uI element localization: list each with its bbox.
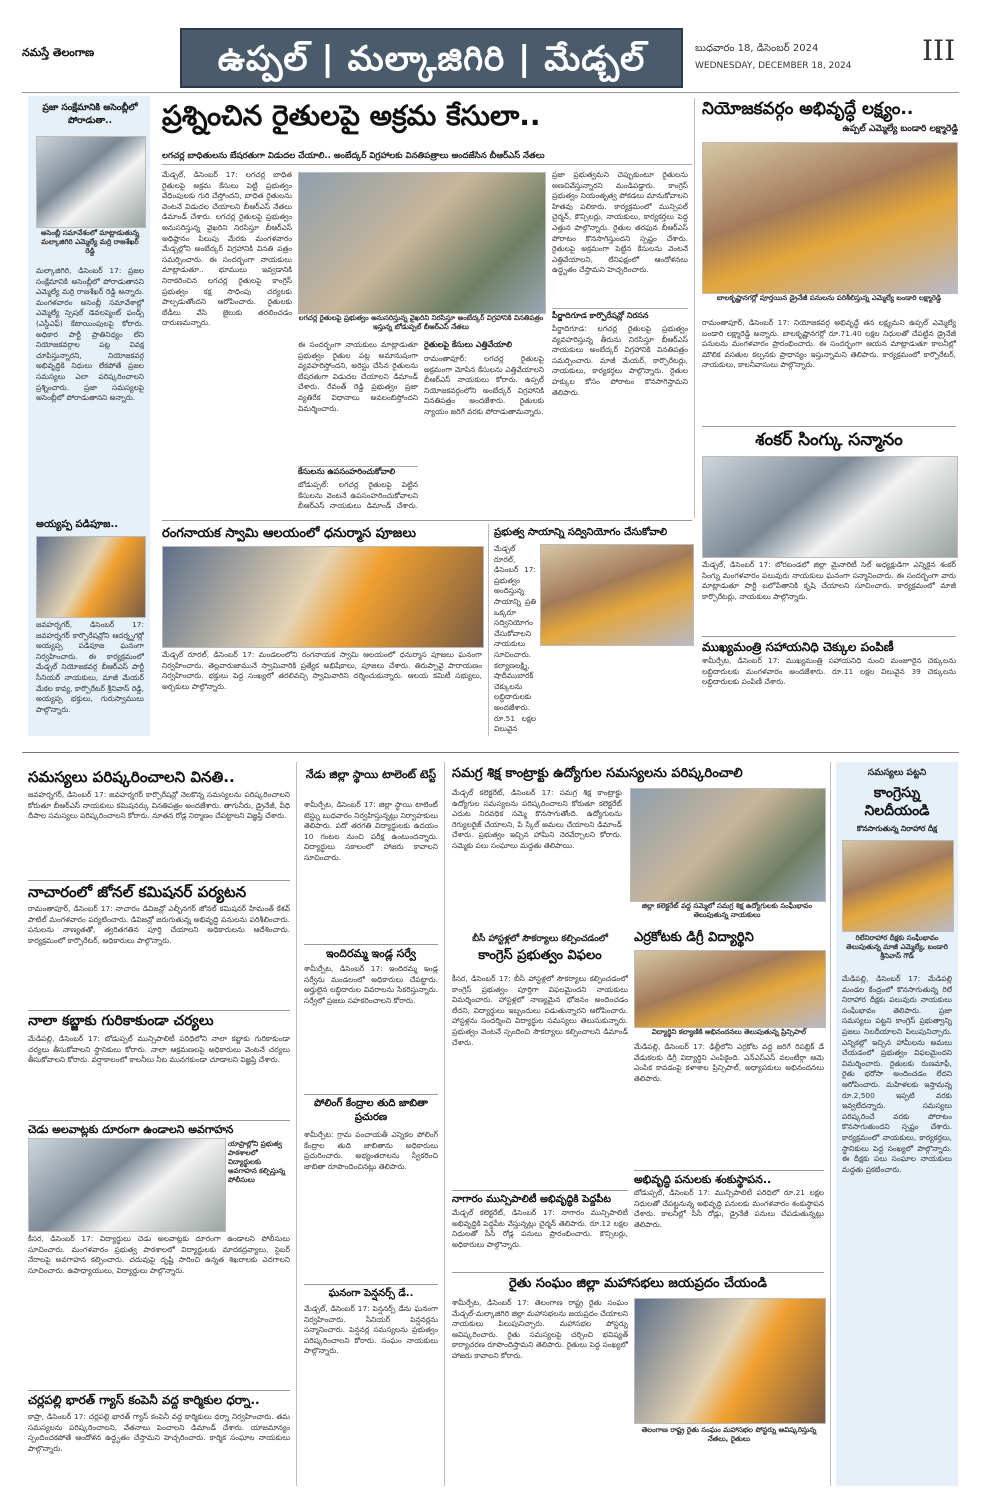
bl-headline-5: చర్లపల్లి భారత్ గ్యాస్ కంపెనీ వద్ద కార్మికుల ధర్నా.. xyxy=(28,1390,290,1410)
gov-body: మేడ్చల్ రూరల్, డిసెంబర్ 17: ప్రభుత్వం అందిస్తున్న సాయాన్ని ప్రతి ఒక్కరూ సద్వినియోగం చేసుకోవాలని నాయకులు సూచించారు. కల్యాణలక్ష్మి, షాదీముబారక్ చెక్కులను లబ్ధిదారులకు అందజేశారు. రూ.51 లక్షల విలువైన xyxy=(494,544,536,734)
bl-body-4: కీసర, డిసెంబర్ 17: విద్యార్థులు చెడు అలవాట్లకు దూరంగా ఉండాలని పోలీసులు సూచించారు. మంగళవారం ప్రభుత్వ పాఠశాలలో విద్యార్థులకు మాదకద్రవ్యాలు, సైబర్ నేరాలపై అవగాహన కల్పించారు. చదువుపై దృష్టి సారించి ఉన్నత శిఖరాలకు ఎదగాలని సూచించారు. ఉపాధ్యాయులు, విద్యార్థులు పాల్గొన్నారు. xyxy=(28,1234,290,1275)
br-photo-caption: రిలేనిరాహార దీక్షకు సంఘీభావం తెలుపుతున్న మాజీ ఎమ్మెల్యే, బండారి శ్రీనివాస్ గౌడ్ xyxy=(846,934,948,960)
bm-headline-2: ఇందిరమ్మ ఇండ్ల సర్వే xyxy=(304,944,438,963)
masthead xyxy=(22,28,959,88)
bc-photo-2-caption: విద్యార్థిని కల్యాణికి అభినందనలు తెలుపుతున్న ప్రిన్సిపాల్ xyxy=(651,1028,807,1036)
bl-body-1: జవహర్నగర్, డిసెంబర్ 17: జవహర్నగర్ కార్పొరేషన్లో నెలకొన్న సమస్యలను పరిష్కరించాలని కోరుతూ బీఆర్ఎస్ నాయకులు కమిషనర్కు వినతిపత్రం అందజేశారు. తాగునీరు, డ్రైనేజీ, వీధి దీపాల సమస్యలు పరిష్కరించాలని కోరారు. నూతన రోడ్ల నిర్మాణం చేపట్టాలని విజ్ఞప్తి చేశారు. xyxy=(28,790,290,821)
lead-body-col2b: బోడుప్పల్: లగచర్ల రైతులపై పెట్టిన కేసులను వెంటనే ఉపసంహరించుకోవాలని బీఆర్ఎస్ నాయకులు డిమాండ్ చేశారు. xyxy=(298,480,418,510)
right-byline: ఉప్పల్ ఎమ్మెల్యే బండారి లక్ష్మారెడ్డి xyxy=(842,124,958,134)
bl-body-3: మేడిపల్లి, డిసెంబర్ 17: బోడుప్పల్ మున్సిపాలిటీ పరిధిలోని నాలా కబ్జాకు గురికాకుండా చర్యలు తీసుకోవాలని స్థానికులు కోరారు. నాలా ఆక్రమణలపై అధికారులు వెంటనే చర్యలు తీసుకోవాలని కోరారు. వర్షాకాలంలో కాలనీలు నీట మునగకుండా చూడాలని విజ్ఞప్తి చేశారు. xyxy=(28,1034,290,1065)
bl-body-5: కాప్రా, డిసెంబర్ 17: చర్లపల్లి భారత్ గ్యాస్ కంపెనీ వద్ద కార్మికులు ధర్నా నిర్వహించారు. తమ సమస్యలను పరిష్కరించాలని, వేతనాలు పెంచాలని డిమాండ్ చేశారు. యాజమాన్యం స్పందించకపోతే ఆందోళన ఉద్ధృతం చేస్తామని హెచ్చరించారు. కార్మిక సంఘాల నాయకులు పాల్గొన్నారు. xyxy=(28,1412,290,1453)
br-subhead: కొనసాగుతున్న నిరాహార దీక్ష xyxy=(856,824,938,833)
temple-photo xyxy=(162,546,484,648)
right-body-1: రామంతాపూర్, డిసెంబర్ 17: నియోజకవర్గ అభివృద్ధే తన లక్ష్యమని ఉప్పల్ ఎమ్మెల్యే బండారి లక్ష్మారెడ్డి అన్నారు. బాలకృష్ణానగర్లో రూ.71.40 లక్షల నిధులతో చేపట్టిన డ్రైనేజీ పనులను మంగళవారం ప్రారంభించారు. ఈ సందర్భంగా ఆయన మాట్లాడుతూ కాలనీల్లో మౌలిక వసతుల కల్పనకు ప్రాధాన్యం ఇస్తున్నామని తెలిపారు. కార్యక్రమంలో కార్పొరేటర్, నాయకులు, కాలనీవాసులు పాల్గొన్నారు. xyxy=(702,318,956,370)
temple-headline: రంగనాయక స్వామి ఆలయంలో ధనుర్మాస పూజలు xyxy=(162,526,417,541)
story1-caption: అసెంబ్లీ సమావేశంలో మాట్లాడుతున్న మల్కాజిగిరి ఎమ్మెల్యే మర్రి రాజశేఖర్ రెడ్డి xyxy=(40,229,140,255)
bc-headline-5: నాగారం మున్సిపాలిటీ అభివృద్ధికి పెద్దపీట xyxy=(452,1190,628,1207)
right-photo-1 xyxy=(702,142,958,294)
column-divider xyxy=(444,762,445,1486)
bl-headline-1: సమస్యలు పరిష్కరించాలని వినతి.. xyxy=(28,768,235,786)
bc-headline-1: సమగ్ర శిక్ష కాంట్రాక్టు ఉద్యోగుల సమస్యలను పరిష్కరించాలి xyxy=(452,766,743,781)
bm-body-1: శామీర్పేట, డిసెంబర్ 17: జిల్లా స్థాయి టాలెంట్ టెస్ట్ను బుధవారం నిర్వహిస్తున్నట్లు నిర్వాహకులు తెలిపారు. పదో తరగతి విద్యార్థులకు ఉదయం 10 గంటల నుంచి పరీక్ష ఉంటుందన్నారు. విద్యార్థులు సకాలంలో హాజరు కావాలని సూచించారు. xyxy=(304,800,438,862)
bl-photo xyxy=(28,1138,226,1232)
column-divider xyxy=(488,524,489,736)
br-photo xyxy=(842,840,954,932)
bm-body-3: శామీర్పేట: గ్రామ పంచాయతీ ఎన్నికల పోలింగ్ కేంద్రాల తుది జాబితాను అధికారులు ప్రచురించారు. అభ్యంతరాలను స్వీకరించి జాబితా రూపొందించినట్లు తెలిపారు. xyxy=(304,1130,438,1171)
bm-headline-4: ఘనంగా పెన్షనర్స్ డే.. xyxy=(304,1284,438,1301)
right-body-2: మేడ్చల్, డిసెంబర్ 17: బోరబండలో జిల్లా మైనారిటీ సెల్ అధ్యక్షుడిగా ఎన్నికైన శంకర్ సింగ్ను మంగళవారం పలువురు నాయకులు ఘనంగా సన్మానించారు. ఈ సందర్భంగా వారు మాట్లాడుతూ పార్టీ బలోపేతానికి కృషి చేయాలని సూచించారు. కార్యక్రమంలో మాజీ కార్పొరేటర్లు, నాయకులు పాల్గొన్నారు. xyxy=(702,560,956,601)
right-photo-2 xyxy=(702,456,958,558)
bc-headline-6: రైతు సంఘం జిల్లా మహాసభలు జయప్రదం చేయండి xyxy=(452,1272,824,1294)
bc-body-5: మేడ్చల్ కలెక్టరేట్, డిసెంబర్ 17: నాగారం మున్సిపాలిటీ అభివృద్ధికి పెద్దపీట వేస్తున్నట్లు చైర్మన్ తెలిపారు. రూ.12 లక్షల నిధులతో సీసీ రోడ్ల పనులు ప్రారంభించారు. కౌన్సిలర్లు, అధికారులు పాల్గొన్నారు. xyxy=(452,1208,628,1249)
lead-subhead-3: పీర్జాదిగూడ కార్పొరేషన్లో నిరసన xyxy=(552,308,688,322)
bm-headline-1: నేడు జిల్లా స్థాయి టాలెంట్ టెస్ట్ xyxy=(305,768,437,781)
bc-photo-1-caption: జిల్లా కలెక్టరేట్ వద్ద సమ్మెలో సమగ్ర శిక్ష ఉద్యోగులకు సంఘీభావం తెలుపుతున్న నాయకులు xyxy=(641,902,813,919)
lead-body-col1: మేడ్చల్, డిసెంబర్ 17: లగచర్ల బాధిత రైతులపై అక్రమ కేసులు పెట్టి ప్రభుత్వం వేధింపులకు గురి చేస్తోందని, బాధిత రైతులను వెంటనే విడుదల చేయాలని బీఆర్ఎస్ నేతలు డిమాండ్ చేశారు. లగచర్ల రైతులపై ప్రభుత్వం అనుసరిస్తున్న వైఖరిని నిరసిస్తూ బీఆర్ఎస్ అధిష్ఠానం పిలుపు మేరకు మంగళవారం మేడ్చల్లోని అంబేద్కర్ విగ్రహానికి వినతి పత్రం సమర్పించారు. ఈ సందర్భంగా నాయకులు మాట్లాడుతూ.. భూములు ఇవ్వడానికి నిరాకరించిన లగచర్ల రైతులపై కాంగ్రెస్ ప్రభుత్వం కక్ష సాధింపు చర్యలకు పాల్పడుతోందని ఆరోపించారు. రైతులకు బేడీలు వేసి జైలుకు తరలించడం దారుణమన్నారు. xyxy=(162,170,292,328)
story1-photo xyxy=(36,136,146,228)
page-number: III xyxy=(922,34,956,67)
bl-headline-3: నాలా కబ్జాకు గురికాకుండా చర్యలు xyxy=(28,1010,290,1032)
story2-body: జవహర్నగర్, డిసెంబర్ 17: జవహర్నగర్ కార్పొరేషన్లోని ఆదర్శ్నగర్లో అయ్యప్ప పడిపూజ ఘనంగా నిర్వహించారు. ఈ కార్యక్రమంలో మేడ్చల్ నియోజకవర్గ బీఆర్ఎస్ పార్టీ సీనియర్ నాయకులు, మాజీ మేయర్ మేకల కావ్య, కార్పొరేటర్ శ్రీనివాస్ రెడ్డి, అయ్యప్ప భక్తులు, గురుస్వాములు పాల్గొన్నారు. xyxy=(36,620,144,714)
bc-photo-2 xyxy=(634,950,826,1028)
gov-headline: ప్రభుత్వ సాయాన్ని సద్వినియోగం చేసుకోవాలి xyxy=(494,527,668,538)
bc-headline-3: కాంగ్రెస్ ప్రభుత్వం విఫలం xyxy=(478,948,602,963)
lead-body-col4b: పీర్జాదిగూడ: లగచర్ల రైతులపై ప్రభుత్వం వ్యవహరిస్తున్న తీరును నిరసిస్తూ బీఆర్ఎస్ నాయకులు అంబేద్కర్ విగ్రహానికి వినతిపత్రం సమర్పించారు. మాజీ మేయర్, కార్పొరేటర్లు, నాయకులు, కార్యకర్తలు పాల్గొన్నారు. రైతుల హక్కుల కోసం పోరాటం కొనసాగిస్తామని తెలిపారు. xyxy=(552,324,688,397)
mid-divider xyxy=(162,520,692,521)
story1-headline: ప్రజా సంక్షేమానికి అసెంబ్లీలో పోరాడుతా.. xyxy=(42,103,138,126)
lead-subhead-1: కేసులను ఉపసంహరించుకోవాలి xyxy=(298,466,418,478)
bl-headline-4: చెడు అలవాట్లకు దూరంగా ఉండాలని అవగాహన xyxy=(28,1120,290,1139)
bc-body-3: కీసర, డిసెంబర్ 17: బీసీ హాస్టళ్లలో సౌకర్యాలు కల్పించడంలో కాంగ్రెస్ ప్రభుత్వం పూర్తిగా విఫలమైందని నాయకులు విమర్శించారు. హాస్టళ్లలో నాణ్యమైన భోజనం అందించడం లేదని, విద్యార్థులు ఇబ్బందులు పడుతున్నారని ఆరోపించారు. హాస్టళ్లను సందర్శించి విద్యార్థుల సమస్యలు తెలుసుకున్నారు. ప్రభుత్వం వెంటనే స్పందించి సౌకర్యాలు కల్పించాలని డిమాండ్ చేశారు. xyxy=(452,974,628,1047)
story1-body: మల్కాజిగిరి, డిసెంబర్ 17: ప్రజల సంక్షేమానికి అసెంబ్లీలో పోరాడుతానని ఎమ్మెల్యే మర్రి రాజశేఖర్ రెడ్డి అన్నారు. మంగళవారం అసెంబ్లీ సమావేశాల్లో ఎమ్మెల్యే స్పెషల్ డెవలప్మెంట్ ఫండ్స్ (ఎస్డీఎఫ్) కేటాయింపులపై కోరారు. అధికార పార్టీ ప్రాతినిధ్యం లేని నియోజకవర్గాల పట్ల వివక్ష చూపిస్తున్నారని, నియోజకవర్గ అభివృద్ధికి నిధులు లేకపోతే ప్రజల సమస్యలు ఎలా పరిష్కరించాలని ప్రశ్నించారు. ప్రజా సమస్యలపై అసెంబ్లీలో పోరాడుతానని అన్నారు. xyxy=(36,266,144,403)
right-photo-1-caption: బాలకృష్ణానగర్లో పూర్తయిన డ్రైనేజీ పనులను పరిశీలిస్తున్న ఎమ్మెల్యే బండారి లక్ష్మారెడ్డి xyxy=(716,294,942,302)
masthead-divider xyxy=(22,92,959,93)
lead-subhead: లగచర్ల బాధితులను బేషరతుగా విడుదల చేయాలి.. అంబేద్కర్ విగ్రహాలకు వినతిపత్రాలు అందజేసిన బీఆర్ఎస్ నేతలు xyxy=(162,150,692,165)
fold-divider xyxy=(22,752,959,753)
column-divider xyxy=(830,762,831,1486)
bc-body-2: మేడిపల్లి, డిసెంబర్ 17: ఢిల్లీలోని ఎర్రకోట వద్ద జరిగే రిపబ్లిక్ డే వేడుకలకు డిగ్రీ విద్యార్థిని ఎంపికైంది. ఎన్ఎస్ఎస్ వలంటీర్గా ఆమె ఎంపిక కావడంపై కళాశాల ప్రిన్సిపాల్, అధ్యాపకులు అభినందనలు తెలిపారు. xyxy=(634,1042,824,1083)
bl-headline-2: నాచారంలో జోనల్ కమిషనర్ పర్యటన xyxy=(28,880,290,905)
date-english: WEDNESDAY, DECEMBER 18, 2024 xyxy=(695,61,852,71)
right-headline-1: నియోజకవర్గం అభివృద్ధే లక్ష్యం.. xyxy=(702,99,914,119)
bc-photo-3-caption: తెలంగాణ రాష్ట్ర రైతు సంఘం మహాసభల పోస్టర్ను ఆవిష్కరిస్తున్న నేతలు, రైతులు xyxy=(641,1426,817,1443)
bc-headline-3-small: బీసీ హాస్టళ్లలో సౌకర్యాలు కల్పించడంలో xyxy=(472,934,608,944)
date-telugu: బుధవారం 18, డిసెంబర్ 2024 xyxy=(695,43,819,54)
right-body-3: శామీర్పేట, డిసెంబర్ 17: ముఖ్యమంత్రి సహాయనిధి నుంచి మంజూరైన చెక్కులను లబ్ధిదారులకు మంగళవారం అందజేశారు. రూ.11 లక్షల విలువైన 39 చెక్కులను లబ్ధిదారులకు పంపిణీ చేశారు. xyxy=(702,656,956,687)
bc-headline-2: ఎర్రకోటకు డిగ్రీ విద్యార్థిని xyxy=(634,930,754,945)
lead-photo xyxy=(298,172,546,314)
right-headline-2: శంకర్ సింగ్కు సన్మానం xyxy=(702,426,956,454)
br-headline-small: సమస్యలు పట్టని xyxy=(867,768,927,778)
lead-body-col2: ఈ సందర్భంగా నాయకులు మాట్లాడుతూ ప్రభుత్వం రైతుల పట్ల అమానుషంగా వ్యవహరిస్తోందని, అరెస్టు చేసిన రైతులను బేషరతుగా విడుదల చేయాలని డిమాండ్ చేశారు. రేవంత్ రెడ్డి ప్రభుత్వం ప్రజా వ్యతిరేక విధానాలు అవలంబిస్తోందని విమర్శించారు. xyxy=(298,340,418,413)
bc-photo-3 xyxy=(634,1298,826,1424)
temple-body: మేడ్చల్ రూరల్, డిసెంబర్ 17: మండలంలోని రంగనాయక స్వామి ఆలయంలో ధనుర్మాస పూజలు ఘనంగా నిర్వహించారు. తెల్లవారుజామునే స్వామివారికి ప్రత్యేక అభిషేకాలు, పూజలు చేశారు. తిరుప్పావై పారాయణం నిర్వహించారు. భక్తులు పెద్ద సంఖ్యలో తరలివచ్చి స్వామివారిని దర్శించుకున్నారు. ఆలయ కమిటీ సభ్యులు, అర్చకులు పాల్గొన్నారు. xyxy=(162,650,482,691)
left-sidebar xyxy=(28,96,150,736)
gov-photo xyxy=(540,544,694,646)
bm-body-4: మేడ్చల్, డిసెంబర్ 17: పెన్షనర్స్ డేను ఘనంగా నిర్వహించారు. సీనియర్ పెన్షనర్లను సన్మానించారు. పెన్షనర్ల సమస్యలను ప్రభుత్వం పరిష్కరించాలని కోరారు. సంఘం నాయకులు పాల్గొన్నారు. xyxy=(304,1304,438,1356)
story2-photo xyxy=(36,536,146,618)
story2-headline: అయ్యప్ప పడిపూజ.. xyxy=(36,519,119,530)
bm-body-2: శామీర్పేట, డిసెంబర్ 17: ఇందిరమ్మ ఇండ్ల సర్వేను మండలంలో అధికారులు చేపట్టారు. అర్హులైన లబ్ధిదారుల వివరాలను సేకరిస్తున్నారు. సర్వేలో ప్రజలు సహకరించాలని కోరారు. xyxy=(304,964,438,1005)
column-divider xyxy=(694,98,695,518)
lead-headline: ప్రశ్నించిన రైతులపై అక్రమ కేసులా.. xyxy=(162,99,541,132)
lead-subhead-2: రైతులపై కేసులు ఎత్తివేయాలి xyxy=(424,340,513,349)
right-headline-3: ముఖ్యమంత్రి సహాయనిధి చెక్కుల పంపిణీ xyxy=(702,636,956,657)
bc-body-4: బోడుప్పల్, డిసెంబర్ 17: మున్సిపాలిటీ పరిధిలో రూ.21 లక్షల నిధులతో చేపట్టనున్న అభివృద్ధి పనులకు మంగళవారం శంకుస్థాపన చేశారు. కాలనీల్లో సీసీ రోడ్లు, డ్రైనేజీ పనులు చేపడుతున్నట్లు తెలిపారు. xyxy=(634,1188,824,1229)
br-body: మేడిపల్లి, డిసెంబర్ 17: మేడిపల్లి మండల కేంద్రంలో కొనసాగుతున్న రిలే నిరాహార దీక్షకు పలువురు నాయకులు సంఘీభావం తెలిపారు. ప్రజా సమస్యలు పట్టని కాంగ్రెస్ ప్రభుత్వాన్ని ప్రజలు నిలదీయాలని పిలుపునిచ్చారు. ఎన్నికల్లో ఇచ్చిన హామీలను అమలు చేయడంలో ప్రభుత్వం విఫలమైందని విమర్శించారు. రైతులకు రుణమాఫీ, రైతు భరోసా అందించడం లేదని ఆరోపించారు. మహిళలకు ఇస్తామన్న రూ.2,500 ఇప్పటి వరకు ఇవ్వలేదన్నారు. సమస్యలు పరిష్కరించే వరకు పోరాటం కొనసాగుతుందని స్పష్టం చేశారు. కార్యక్రమంలో నాయకులు, కార్యకర్తలు, స్థానికులు పెద్ద సంఖ్యలో పాల్గొన్నారు. ఈ దీక్షకు పలు సంఘాల నాయకులు మద్దతు ప్రకటించారు. xyxy=(842,974,952,1174)
bc-headline-4: అభివృద్ధి పనులకు శంకుస్థాపన.. xyxy=(634,1170,824,1189)
newspaper-brand: నమస్తే తెలంగాణ xyxy=(22,46,95,59)
bc-body-6: శామీర్పేట, డిసెంబర్ 17: తెలంగాణ రాష్ట్ర రైతు సంఘం మేడ్చల్-మల్కాజిగిరి జిల్లా మహాసభలను జయప్రదం చేయాలని నాయకులు పిలుపునిచ్చారు. మహాసభల పోస్టర్ను ఆవిష్కరించారు. రైతు సమస్యలపై చర్చించి భవిష్యత్ కార్యాచరణ రూపొందిస్తామని తెలిపారు. రైతులు పెద్ద సంఖ్యలో హాజరు కావాలని కోరారు. xyxy=(452,1298,628,1360)
bc-body-1: మేడ్చల్ కలెక్టరేట్, డిసెంబర్ 17: సమగ్ర శిక్ష కాంట్రాక్టు ఉద్యోగుల సమస్యలను పరిష్కరించాలని కోరుతూ కలెక్టరేట్ ఎదుట నిరవధిక సమ్మె కొనసాగుతోంది. ఉద్యోగులను రెగ్యులరైజ్ చేయాలని, పే స్కేల్ అమలు చేయాలని డిమాండ్ చేశారు. ప్రభుత్వం ఇచ్చిన హామీని నెరవేర్చాలని కోరారు. సమ్మెకు పలు సంఘాలు మద్దతు తెలిపాయి. xyxy=(452,788,622,850)
bm-headline-3: పోలింగ్ కేంద్రాల తుది జాబితా ప్రచురణ xyxy=(304,1094,438,1125)
page-section-title: ఉప్పల్ | మల్కాజిగిరి | మేడ్చల్ xyxy=(180,28,683,88)
right-sidebar xyxy=(836,762,958,1486)
bl-body-2: రామంతాపూర్, డిసెంబర్ 17: నాచారం డివిజన్లో ఎల్బీనగర్ జోనల్ కమిషనర్ హేమంత్ కేశవ్ పాటిల్ మంగళవారం పర్యటించారు. డివిజన్లో జరుగుతున్న అభివృద్ధి పనులను పరిశీలించారు. పనులను నాణ్యతతో, త్వరితగతిన పూర్తి చేయాలని అధికారులను ఆదేశించారు. కార్యక్రమంలో కార్పొరేటర్, అధికారులు పాల్గొన్నారు. xyxy=(28,904,290,945)
br-headline: కాంగ్రెస్ను నిలదీయండి xyxy=(864,785,930,819)
lead-body-col3: రామంతాపూర్: లగచర్ల రైతులపై అక్రమంగా మోపిన కేసులను ఎత్తివేయాలని బీఆర్ఎస్ నాయకులు కోరారు. ఉప్పల్ నియోజకవర్గంలోని అంబేద్కర్ విగ్రహానికి వినతిపత్రం అందజేశారు. రైతులకు న్యాయం జరిగే వరకు పోరాడుతామన్నారు. xyxy=(424,354,544,416)
column-divider xyxy=(296,762,297,1486)
lead-body-col4: ప్రజా ప్రభుత్వమని చెప్పుకుంటూ రైతులను అణచివేస్తున్నారని మండిపడ్డారు. కాంగ్రెస్ ప్రభుత్వం నియంతృత్వ పోకడలు మానుకోవాలని హితవు పలికారు. కార్యక్రమంలో మున్సిపల్ చైర్మన్, కౌన్సిలర్లు, నాయకులు, కార్యకర్తలు పెద్ద ఎత్తున పాల్గొన్నారు. రైతుల తరఫున బీఆర్ఎస్ పోరాటం కొనసాగిస్తుందని స్పష్టం చేశారు. రైతులపై అక్రమంగా పెట్టిన కేసులను వెంటనే ఎత్తివేయాలని, లేనిపక్షంలో ఆందోళనలు ఉద్ధృతం చేస్తామని హెచ్చరించారు. xyxy=(552,170,688,275)
bl-photo-caption: యాప్రాల్లోని ప్రభుత్వ పాఠశాలలో విద్యార్థులకు అవగాహన కల్పిస్తున్న పోలీసులు xyxy=(228,1140,286,1184)
lead-photo-caption: లగచర్ల రైతులపై ప్రభుత్వం అనుసరిస్తున్న వైఖరిని నిరసిస్తూ అంబేద్కర్ విగ్రహానికి వినతిపత్రం ఇస్తున్న బోడుప్పల్ బీఆర్ఎస్ నేతలు xyxy=(298,314,544,331)
bc-photo-1 xyxy=(630,788,826,902)
